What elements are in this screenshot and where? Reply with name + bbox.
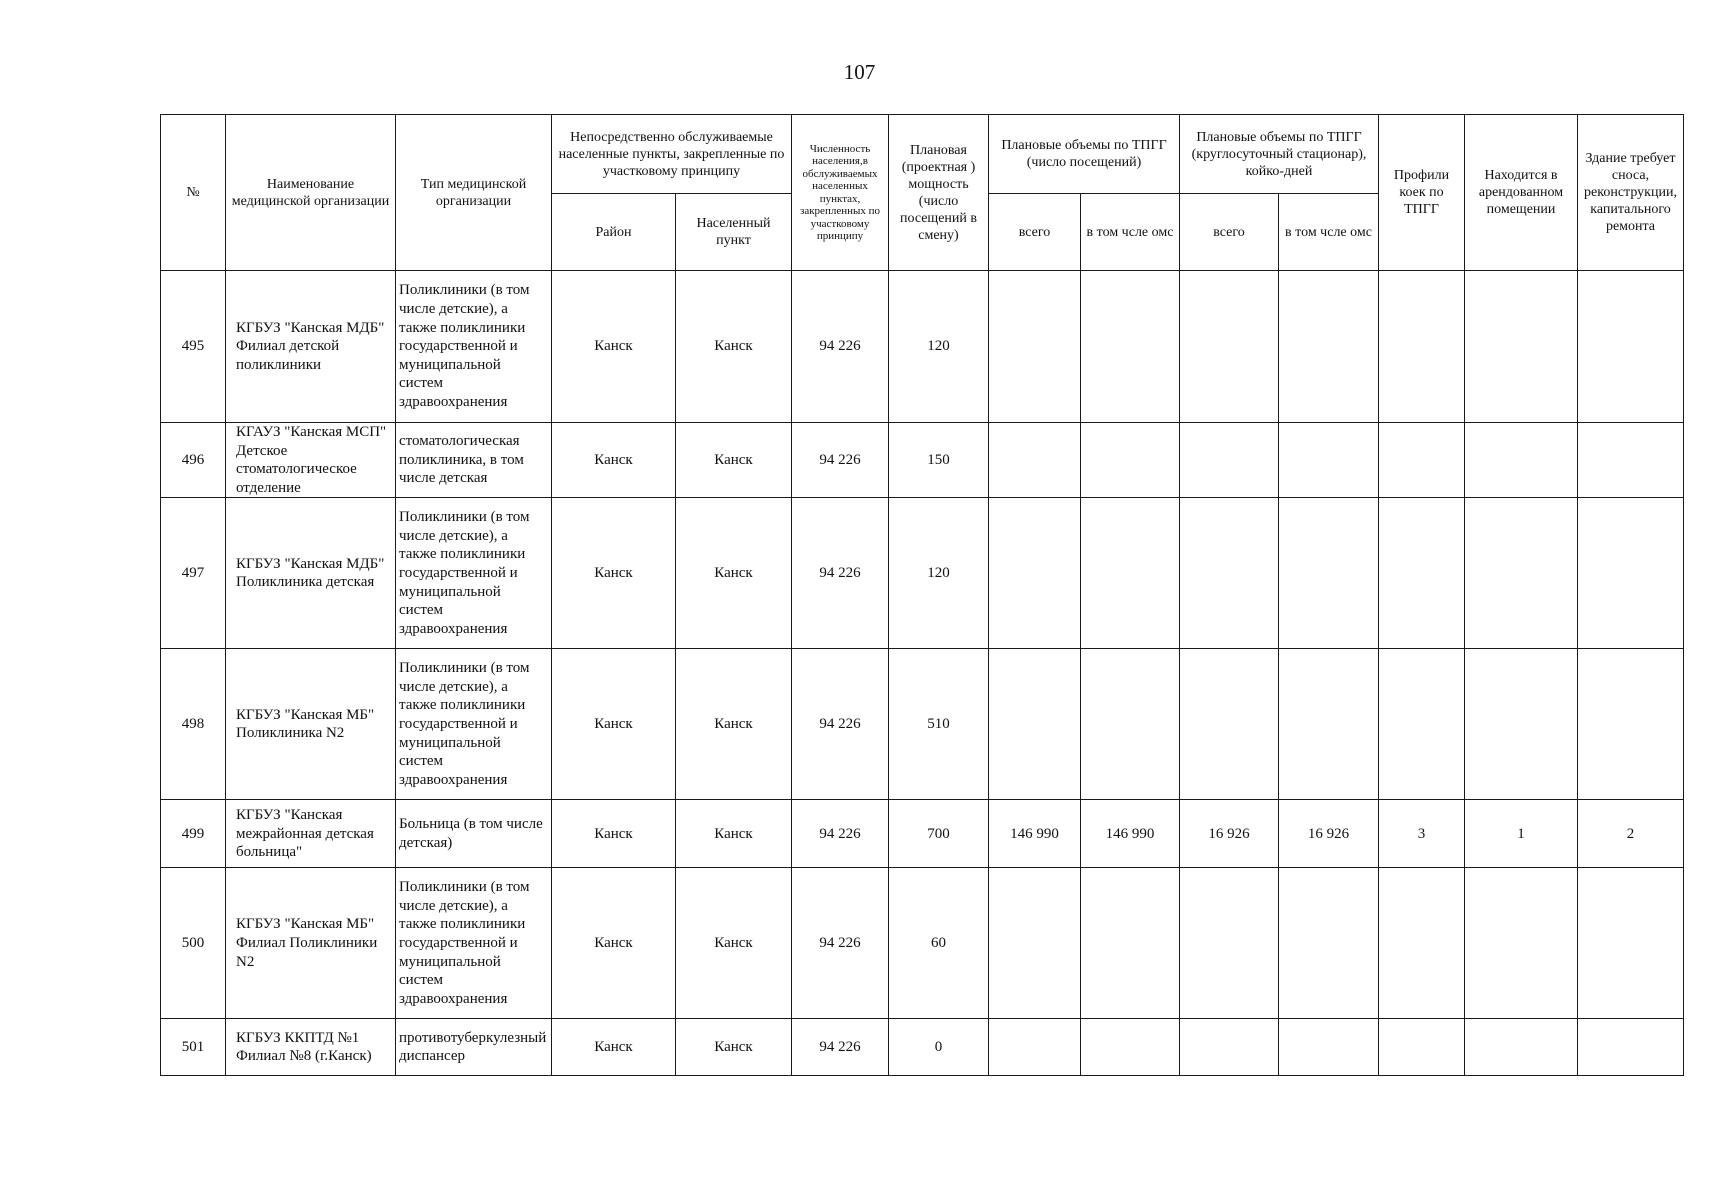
row-population: 94 226 <box>792 498 889 649</box>
row-capacity: 510 <box>889 649 989 800</box>
row-beds-total: 16 926 <box>1180 800 1279 868</box>
row-rebuild <box>1578 868 1684 1019</box>
row-rented: 1 <box>1465 800 1578 868</box>
row-visits-oms <box>1081 271 1180 423</box>
row-visits-oms <box>1081 1019 1180 1076</box>
row-rebuild <box>1578 1019 1684 1076</box>
row-num: 497 <box>161 498 226 649</box>
row-visits-total <box>989 271 1081 423</box>
row-type: Поликлиники (в том числе детские), а также поликлиники государственной и муниципальной систем здравоохранения <box>396 498 552 649</box>
row-district: Канск <box>552 271 676 423</box>
table-row <box>161 1019 1684 1076</box>
header-visits-total: всего <box>989 194 1081 271</box>
header-name: Наименование медицинской организации <box>226 115 396 271</box>
row-settlement: Канск <box>676 800 792 868</box>
row-name: КГБУЗ "Канская МБ" Филиал Поликлиники N2 <box>226 868 396 1019</box>
row-visits-oms <box>1081 423 1180 498</box>
row-district: Канск <box>552 800 676 868</box>
header-served-group: Непосредственно обслуживаемые населенные пункты, закрепленные по участковому принципу <box>552 115 792 194</box>
row-beds-oms <box>1279 649 1379 800</box>
row-visits-total <box>989 649 1081 800</box>
row-population: 94 226 <box>792 271 889 423</box>
row-beds-oms <box>1279 868 1379 1019</box>
row-name: КГБУЗ "Канская МДБ" Поликлиника детская <box>226 498 396 649</box>
row-district: Канск <box>552 1019 676 1076</box>
table-row <box>161 498 1684 649</box>
row-district: Канск <box>552 649 676 800</box>
row-district: Канск <box>552 423 676 498</box>
row-population: 94 226 <box>792 800 889 868</box>
row-capacity: 60 <box>889 868 989 1019</box>
row-name: КГАУЗ "Канская МСП" Детское стоматологическое отделение <box>226 423 396 498</box>
row-visits-total <box>989 868 1081 1019</box>
table-row <box>161 800 1684 868</box>
row-beds-oms <box>1279 1019 1379 1076</box>
table-row <box>161 649 1684 800</box>
row-settlement: Канск <box>676 498 792 649</box>
row-num: 495 <box>161 271 226 423</box>
row-district: Канск <box>552 498 676 649</box>
row-rented <box>1465 498 1578 649</box>
row-rented <box>1465 649 1578 800</box>
row-beds-total <box>1180 271 1279 423</box>
header-visits-group: Плановые объемы по ТПГГ (число посещений) <box>989 115 1180 194</box>
row-population: 94 226 <box>792 423 889 498</box>
row-population: 94 226 <box>792 1019 889 1076</box>
row-settlement: Канск <box>676 1019 792 1076</box>
row-beds-oms <box>1279 271 1379 423</box>
row-visits-oms: 146 990 <box>1081 800 1180 868</box>
medical-organizations-table <box>160 114 1684 1076</box>
row-beds-oms <box>1279 498 1379 649</box>
row-num: 496 <box>161 423 226 498</box>
row-name: КГБУЗ ККПТД №1 Филиал №8 (г.Канск) <box>226 1019 396 1076</box>
row-type: Поликлиники (в том числе детские), а также поликлиники государственной и муниципальной систем здравоохранения <box>396 271 552 423</box>
row-beds-oms <box>1279 423 1379 498</box>
row-rented <box>1465 868 1578 1019</box>
row-beds-total <box>1180 649 1279 800</box>
row-num: 499 <box>161 800 226 868</box>
table-row <box>161 271 1684 423</box>
row-profiles: 3 <box>1379 800 1465 868</box>
row-beds-total <box>1180 498 1279 649</box>
header-profiles: Профили коек по ТПГГ <box>1379 115 1465 271</box>
row-type: стоматологическая поликлиника, в том числе детская <box>396 423 552 498</box>
row-beds-total <box>1180 423 1279 498</box>
row-profiles <box>1379 498 1465 649</box>
row-visits-total: 146 990 <box>989 800 1081 868</box>
header-visits-oms: в том чсле омс <box>1081 194 1180 271</box>
row-type: Поликлиники (в том числе детские), а также поликлиники государственной и муниципальной систем здравоохранения <box>396 649 552 800</box>
table-row <box>161 868 1684 1019</box>
row-district: Канск <box>552 868 676 1019</box>
row-settlement: Канск <box>676 649 792 800</box>
row-rebuild <box>1578 271 1684 423</box>
row-rebuild <box>1578 649 1684 800</box>
row-settlement: Канск <box>676 868 792 1019</box>
row-num: 500 <box>161 868 226 1019</box>
row-type: противотуберкулезный диспансер <box>396 1019 552 1076</box>
row-settlement: Канск <box>676 271 792 423</box>
header-district: Район <box>552 194 676 271</box>
row-beds-oms: 16 926 <box>1279 800 1379 868</box>
row-profiles <box>1379 271 1465 423</box>
header-rebuild: Здание требует сноса, реконструкции, капитального ремонта <box>1578 115 1684 271</box>
row-name: КГБУЗ "Канская МБ" Поликлиника N2 <box>226 649 396 800</box>
row-rented <box>1465 1019 1578 1076</box>
row-settlement: Канск <box>676 423 792 498</box>
row-rebuild: 2 <box>1578 800 1684 868</box>
row-visits-oms <box>1081 868 1180 1019</box>
row-capacity: 120 <box>889 498 989 649</box>
header-beds-group: Плановые объемы по ТПГГ (круглосуточный стационар), койко-дней <box>1180 115 1379 194</box>
header-beds-oms: в том чсле омс <box>1279 194 1379 271</box>
row-type: Больница (в том числе детская) <box>396 800 552 868</box>
row-name: КГБУЗ "Канская межрайонная детская больница" <box>226 800 396 868</box>
row-visits-total <box>989 1019 1081 1076</box>
row-capacity: 120 <box>889 271 989 423</box>
row-rebuild <box>1578 498 1684 649</box>
row-capacity: 700 <box>889 800 989 868</box>
row-rebuild <box>1578 423 1684 498</box>
row-profiles <box>1379 1019 1465 1076</box>
row-beds-total <box>1180 1019 1279 1076</box>
header-population: Численность населения,в обслуживаемых населенных пунктах, закрепленных по участковому принципу <box>792 115 889 271</box>
header-beds-total: всего <box>1180 194 1279 271</box>
header-type: Тип медицинской организации <box>396 115 552 271</box>
row-visits-oms <box>1081 649 1180 800</box>
row-num: 498 <box>161 649 226 800</box>
row-visits-total <box>989 423 1081 498</box>
table-row <box>161 423 1684 498</box>
row-capacity: 0 <box>889 1019 989 1076</box>
row-rented <box>1465 423 1578 498</box>
row-population: 94 226 <box>792 649 889 800</box>
row-rented <box>1465 271 1578 423</box>
row-num: 501 <box>161 1019 226 1076</box>
header-num: № <box>161 115 226 271</box>
row-beds-total <box>1180 868 1279 1019</box>
page-number: 107 <box>843 60 876 84</box>
header-capacity: Плановая (проектная ) мощность (число посещений в смену) <box>889 115 989 271</box>
row-visits-total <box>989 498 1081 649</box>
row-profiles <box>1379 423 1465 498</box>
row-capacity: 150 <box>889 423 989 498</box>
row-type: Поликлиники (в том числе детские), а также поликлиники государственной и муниципальной систем здравоохранения <box>396 868 552 1019</box>
row-population: 94 226 <box>792 868 889 1019</box>
row-profiles <box>1379 649 1465 800</box>
header-settlement: Населенный пункт <box>676 194 792 271</box>
row-name: КГБУЗ "Канская МДБ" Филиал детской поликлиники <box>226 271 396 423</box>
row-profiles <box>1379 868 1465 1019</box>
row-visits-oms <box>1081 498 1180 649</box>
header-rented: Находится в арендованном помещении <box>1465 115 1578 271</box>
